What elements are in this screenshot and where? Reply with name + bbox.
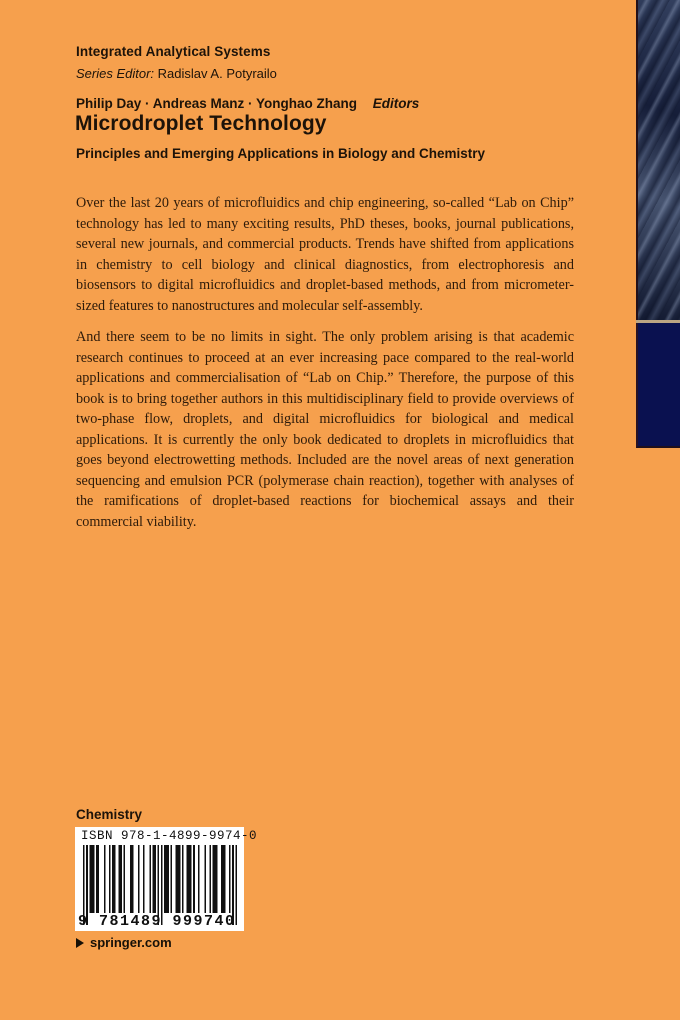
series-editor-label: Series Editor:: [76, 66, 155, 81]
isbn-barcode: [75, 827, 258, 931]
book-title: Microdroplet Technology: [75, 112, 327, 135]
blurb-paragraph-2: And there seem to be no limits in sight. The only problem arising is that academic research continues to proceed at an ever increasing pace compared to the real-world applications and commercialisation of “Lab on Chip.” Therefore, the purpose of this book is to bring together authors in this multidisciplinary field to provide overviews of two-phase flow, droplets, and digital microfluidics for biological and medical applications. It is currently the only book dedicated to droplets in microfluidics that goes beyond electrowetting methods. Included are the novel areas of next generation sequencing and emulsion PCR (polymerase chain reaction), together with analyses of the ramifications of droplet-based reactions for biochemical assays and their commercial viability.: [76, 329, 574, 530]
category-label: Chemistry: [76, 807, 143, 822]
editor-names: Philip Day · Andreas Manz · Yonghao Zhang: [76, 96, 358, 111]
editors-line: [76, 96, 419, 111]
series-title: Integrated Analytical Systems: [76, 44, 271, 59]
book-subtitle: Principles and Emerging Applications in Biology and Chemistry: [76, 146, 486, 161]
series-editor-line: [76, 66, 277, 81]
blurb-paragraph-1: Over the last 20 years of microfluidics and chip engineering, so-called “Lab on Chip” technology has led to many exciting results, PhD theses, books, journal publications, several new journals, and commercial products. Trends have shifted from applications in chemistry to cell biology and clinical diagnostics, from electrophoresis and biosensors to digital microfluidics and droplet-based methods, and from micrometer-sized features to nanostructures and molecular self-assembly.: [76, 195, 574, 314]
series-editor-name: Radislav A. Potyrailo: [157, 66, 277, 81]
stripe-navy-panel: [636, 323, 680, 448]
publisher-url: springer.com: [90, 935, 172, 950]
editors-word: Editors: [372, 96, 420, 111]
isbn-label: ISBN 978-1-4899-9974-0: [81, 829, 258, 843]
ean-digits: 9 781489 999740: [78, 913, 236, 930]
arrow-right-icon: [76, 938, 84, 948]
publisher-row: [76, 935, 172, 950]
back-cover-blurb: [76, 193, 574, 543]
stripe-texture-panel: [636, 0, 680, 320]
cover-side-stripe: [636, 0, 680, 450]
